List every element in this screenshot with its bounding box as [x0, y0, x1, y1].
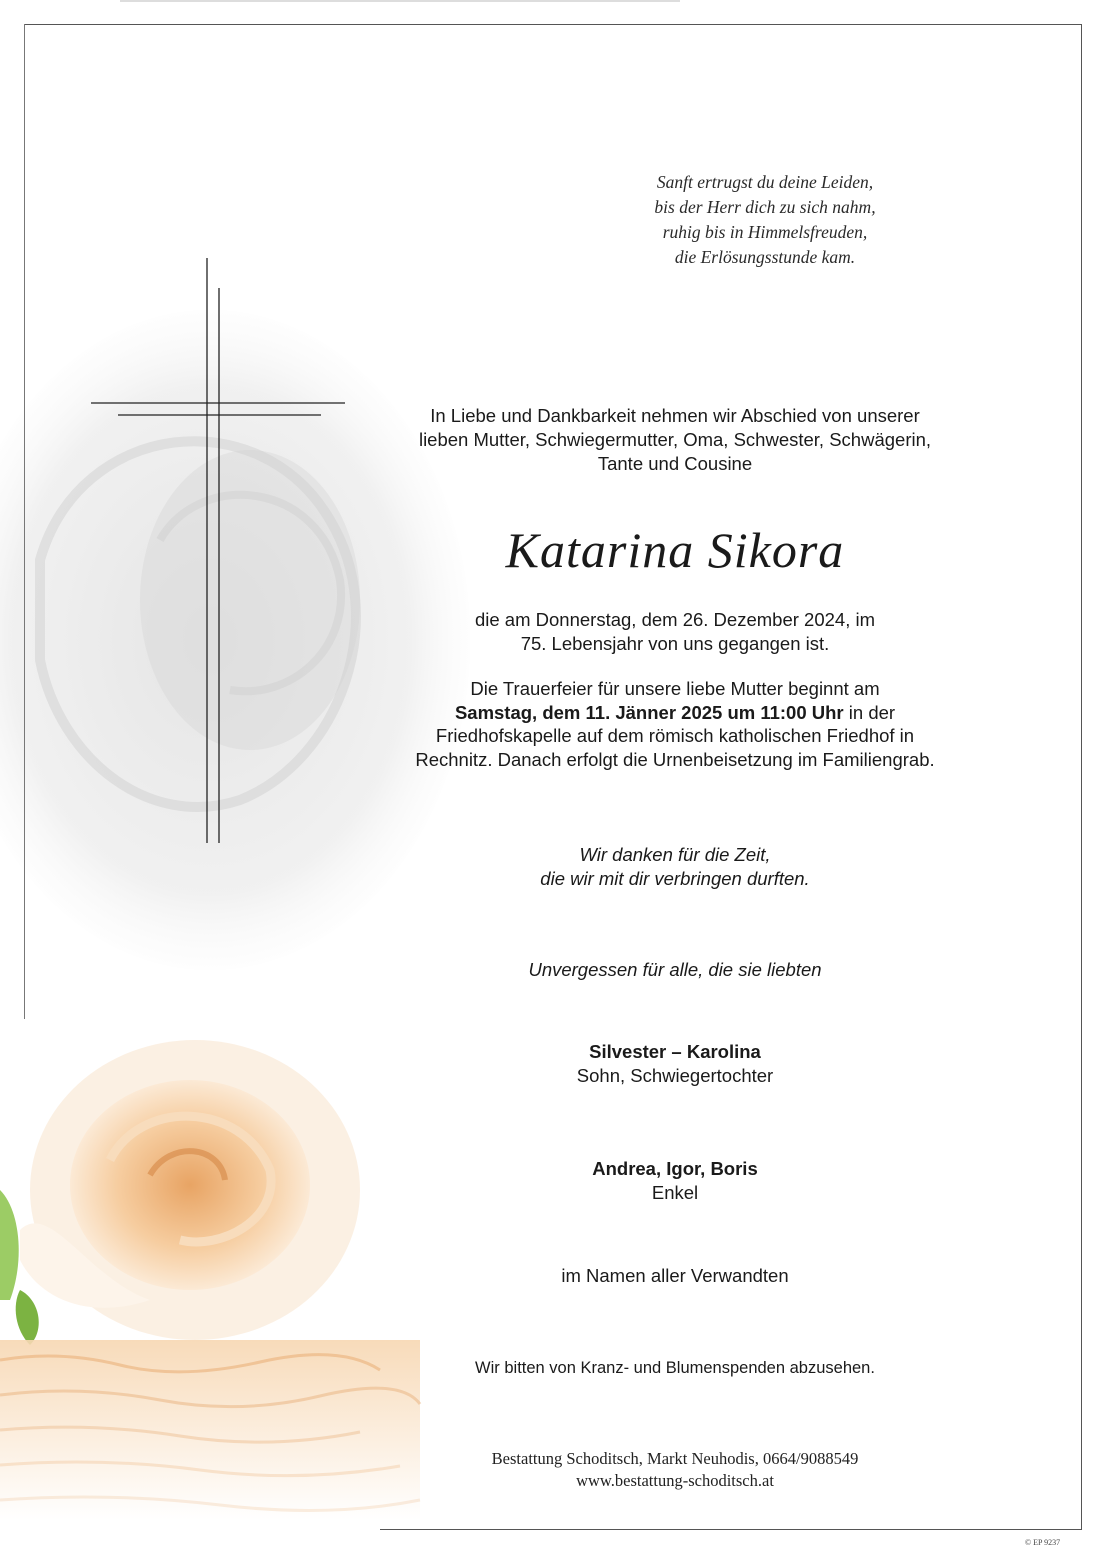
- poem-line: Sanft ertrugst du deine Leiden,: [656, 172, 874, 192]
- flowers-note: Wir bitten von Kranz- und Blumenspenden abzusehen.: [475, 1359, 875, 1377]
- relatives-text: im Namen aller Verwandten: [561, 1265, 789, 1286]
- thanks-text: [375, 843, 975, 891]
- frame-border-left: [24, 24, 25, 1019]
- frame-border-top: [24, 24, 1082, 25]
- thanks-line: die wir mit dir verbringen durften.: [540, 868, 810, 889]
- print-code: © EP 9237: [1025, 1538, 1061, 1547]
- family-group: [375, 1040, 975, 1088]
- cross-icon: [0, 0, 400, 900]
- family-group: [375, 1157, 975, 1205]
- ceremony-date: Samstag, dem 11. Jänner 2025 um 11:00 Uhr: [454, 701, 844, 723]
- undertaker-website: www.bestattung-schoditsch.at: [576, 1471, 774, 1490]
- ceremony-info: [375, 677, 975, 771]
- death-notice-line: 75. Lebensjahr von uns gegangen ist.: [520, 633, 830, 654]
- poem-line: bis der Herr dich zu sich nahm,: [654, 197, 876, 217]
- ceremony-line: Friedhofskapelle auf dem römisch katholischen Friedhof in: [435, 725, 915, 746]
- death-notice-line: die am Donnerstag, dem 26. Dezember 2024, im: [474, 609, 875, 630]
- unforgotten-text: Unvergessen für alle, die sie liebten: [528, 959, 822, 980]
- thanks-line: Wir danken für die Zeit,: [579, 844, 771, 865]
- deceased-name: Katarina Sikora: [505, 522, 845, 578]
- ceremony-line: Die Trauerfeier für unsere liebe Mutter beginnt am: [470, 678, 880, 699]
- intro-line: lieben Mutter, Schwiegermutter, Oma, Schwester, Schwägerin,: [418, 429, 932, 450]
- frame-border-bottom: [380, 1529, 1082, 1530]
- ceremony-line: [375, 701, 975, 725]
- intro-text: [375, 404, 975, 476]
- poem-line: die Erlösungsstunde kam.: [674, 247, 856, 267]
- ceremony-line: Rechnitz. Danach erfolgt die Urnenbeisetzung im Familiengrab.: [415, 748, 935, 770]
- intro-line: In Liebe und Dankbarkeit nehmen wir Abschied von unserer: [430, 405, 920, 426]
- intro-line: Tante und Cousine: [597, 453, 753, 474]
- death-notice: [375, 608, 975, 656]
- ceremony-line-rest: in der: [843, 701, 896, 723]
- family-names: Andrea, Igor, Boris: [592, 1158, 758, 1179]
- poem-line: ruhig bis in Himmelsfreuden,: [662, 222, 868, 242]
- undertaker-info: [375, 1448, 975, 1492]
- undertaker-line: Bestattung Schoditsch, Markt Neuhodis, 0664/9088549: [491, 1449, 859, 1468]
- family-relation: Enkel: [651, 1182, 699, 1203]
- family-names: Silvester – Karolina: [589, 1041, 761, 1062]
- family-relation: Sohn, Schwiegertochter: [576, 1065, 774, 1086]
- poem: [600, 170, 930, 270]
- frame-border-right: [1081, 24, 1082, 1529]
